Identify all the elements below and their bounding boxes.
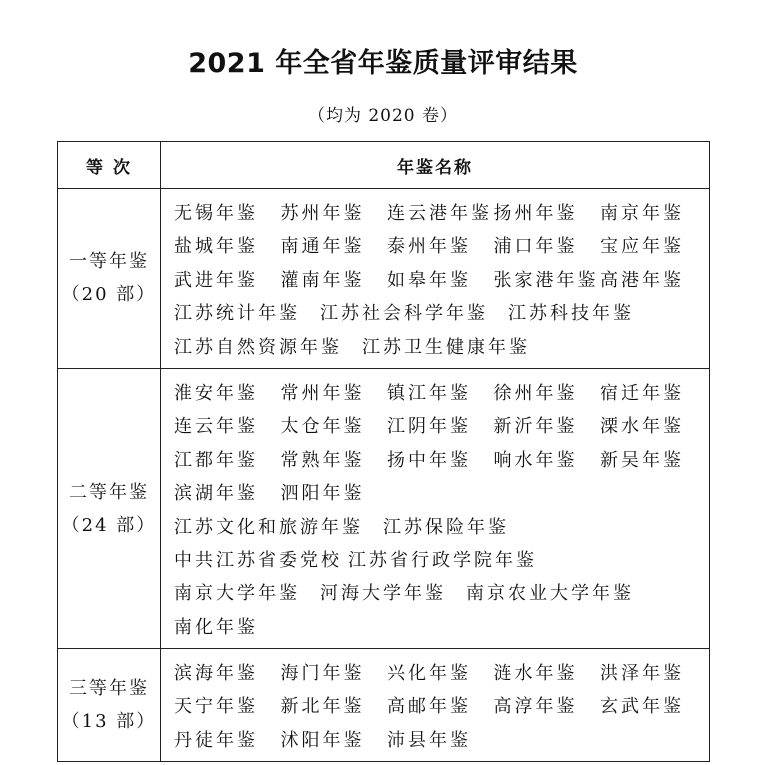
yearbook-name: 连云年鉴 [174, 416, 258, 438]
yearbook-name-line [174, 230, 709, 263]
yearbook-name: 泰州年鉴 [387, 236, 471, 258]
yearbook-name: 江苏文化和旅游年鉴 [174, 516, 363, 538]
yearbook-name: 天宁年鉴 [174, 696, 258, 718]
yearbook-name: 无锡年鉴 [174, 203, 258, 224]
yearbook-name: 南京年鉴 [600, 203, 684, 224]
yearbook-name: 滨湖年鉴 [174, 483, 258, 505]
yearbook-name: 江苏保险年鉴 [383, 516, 509, 538]
yearbook-names-cell [161, 189, 710, 369]
yearbook-name: 泗阳年鉴 [280, 483, 365, 505]
grade-label: 三等年鉴 [69, 678, 149, 700]
results-table [57, 141, 710, 762]
yearbook-name: 沛县年鉴 [387, 729, 471, 751]
yearbook-name: 江苏科技年鉴 [508, 303, 634, 325]
grade-label: 二等年鉴 [69, 481, 149, 503]
yearbook-name: 河海大学年鉴 [320, 583, 446, 605]
yearbook-name: 新吴年鉴 [600, 449, 684, 471]
yearbook-name: 江苏统计年鉴 [174, 303, 300, 325]
yearbook-name-line [174, 544, 709, 577]
yearbook-name-line [174, 611, 709, 644]
yearbook-name-line [174, 197, 709, 230]
yearbook-name-line [174, 477, 709, 510]
yearbook-name: 如皋年鉴 [387, 269, 471, 291]
yearbook-name-line [174, 724, 709, 757]
grade-row [58, 368, 710, 648]
yearbook-name: 中共江苏省委党校 [174, 549, 342, 571]
table-header-row [58, 142, 710, 189]
yearbook-name: 盐城年鉴 [174, 236, 258, 258]
yearbook-name: 高邮年鉴 [387, 696, 471, 718]
yearbook-name: 宿迁年鉴 [600, 382, 684, 404]
yearbook-name: 沭阳年鉴 [280, 729, 365, 751]
yearbook-name-line [174, 577, 709, 610]
yearbook-name: 灌南年鉴 [280, 269, 365, 291]
yearbook-names-cell [161, 368, 710, 648]
yearbook-name-line [174, 690, 709, 723]
yearbook-name: 宝应年鉴 [600, 236, 684, 258]
yearbook-name: 江都年鉴 [174, 449, 258, 471]
yearbook-name: 高港年鉴 [600, 269, 684, 291]
yearbook-name-line [174, 377, 709, 410]
grade-cell [58, 368, 161, 648]
yearbook-name-line [174, 264, 709, 297]
yearbook-name-line [174, 511, 709, 544]
yearbook-name: 洪泽年鉴 [600, 663, 684, 685]
yearbook-name: 连云港年鉴 [387, 203, 492, 224]
yearbook-name: 太仓年鉴 [280, 416, 365, 438]
names-column-header: 年鉴名称 [161, 142, 710, 189]
yearbook-names-cell [161, 649, 710, 762]
yearbook-name: 响水年鉴 [493, 449, 578, 471]
grade-row [58, 189, 710, 369]
yearbook-name: 苏州年鉴 [280, 203, 365, 224]
yearbook-name: 江苏自然资源年鉴 [174, 336, 342, 358]
grade-count: （13 部） [61, 711, 157, 733]
yearbook-name: 滨海年鉴 [174, 663, 258, 685]
grade-row [58, 649, 710, 762]
yearbook-name: 海门年鉴 [280, 663, 365, 685]
yearbook-name: 兴化年鉴 [387, 663, 471, 685]
yearbook-name: 江阴年鉴 [387, 416, 471, 438]
yearbook-name: 溧水年鉴 [600, 416, 684, 438]
yearbook-name: 新沂年鉴 [493, 416, 578, 438]
yearbook-name: 江苏卫生健康年鉴 [362, 336, 530, 358]
yearbook-name: 玄武年鉴 [600, 696, 684, 718]
yearbook-name: 南化年鉴 [174, 616, 258, 638]
grade-cell [58, 189, 161, 369]
yearbook-name: 淮安年鉴 [174, 382, 258, 404]
page-subtitle: （均为 2020 卷） [307, 106, 459, 126]
yearbook-name: 新北年鉴 [280, 696, 365, 718]
results-body [58, 189, 710, 762]
yearbook-name-line [174, 410, 709, 443]
yearbook-name: 扬州年鉴 [493, 203, 578, 224]
yearbook-name: 南京农业大学年鉴 [466, 583, 634, 605]
yearbook-name: 扬中年鉴 [387, 449, 471, 471]
yearbook-name-line [174, 657, 709, 690]
yearbook-name: 常熟年鉴 [280, 449, 365, 471]
yearbook-name: 镇江年鉴 [387, 382, 471, 404]
grade-cell [58, 649, 161, 762]
yearbook-name: 南京大学年鉴 [174, 583, 300, 605]
grade-count: （24 部） [61, 514, 157, 536]
yearbook-name: 武进年鉴 [174, 269, 258, 291]
yearbook-name: 江苏社会科学年鉴 [320, 303, 488, 325]
grade-count: （20 部） [61, 284, 157, 306]
yearbook-name: 浦口年鉴 [493, 236, 578, 258]
yearbook-name-line [174, 331, 709, 364]
yearbook-name: 张家港年鉴 [493, 269, 599, 291]
yearbook-name: 丹徒年鉴 [174, 729, 258, 751]
yearbook-name-line [174, 444, 709, 477]
yearbook-name: 江苏省行政学院年鉴 [348, 549, 537, 571]
yearbook-name: 高淳年鉴 [493, 696, 578, 718]
grade-column-header: 等 次 [58, 142, 161, 189]
yearbook-name: 徐州年鉴 [493, 382, 578, 404]
grade-label: 一等年鉴 [69, 251, 149, 273]
yearbook-name-line [174, 297, 709, 330]
yearbook-name: 涟水年鉴 [493, 663, 578, 685]
yearbook-name: 南通年鉴 [280, 236, 365, 258]
yearbook-name: 常州年鉴 [280, 382, 365, 404]
page-title: 2021 年全省年鉴质量评审结果 [188, 48, 578, 79]
